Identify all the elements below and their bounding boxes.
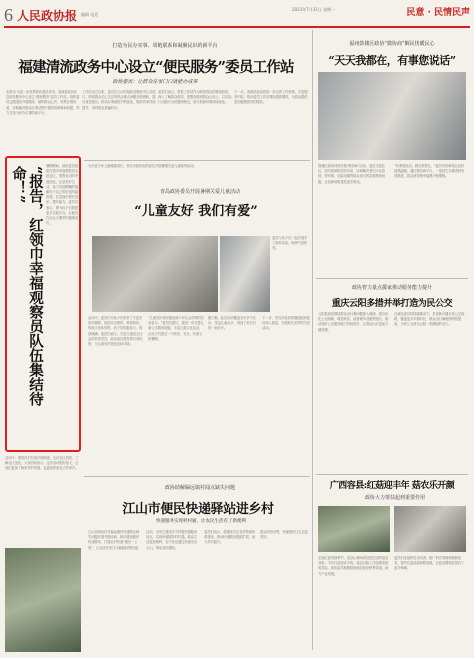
right-top-kicker: 福州鼓楼区政协“微协商”解民忧暖民心 [349,41,435,47]
section-label: 民意 · 民情民声 [406,8,470,18]
feature-story-body-2: 活动中，观察员们分组开展调查，走访社区居民，了解社区变化。大家纷纷表示，这次活动很有意义，让他们更加了解家乡的发展，也更加热爱自己的家乡。 [5,456,79,471]
column-separator [312,30,313,650]
mid-story-intro: 为关爱少年儿童健康成长，青岛市政协组织委员开展暑期关爱儿童系列活动。 [88,164,197,168]
mid-story-top-rule [84,160,310,161]
page-number: 6 [4,4,13,25]
top-story-body-col1: 本报讯 为进一步发挥政协委员作用，清流县政协在县政务服务中心设立“便民服务”委员工作站，组织委员定期进站开展服务，倾听群众心声，收集社情民意，协助解决群众办事过程中遇到的困难和问题，努力打造为民办实事的新平台。 [6,90,80,115]
right-mid-title: 重庆云阳多措并举打造为民公交 [331,299,453,309]
header-rule [4,26,470,28]
bottom-story-body-col3: 委员们表示，将继续关注农村物流体系建设，推动快递服务提质扩面，助力乡村振兴。 [204,530,256,545]
bottom-story-body-col1: 江山市政协针对偏远镇村快递网点缺失问题开展专题协商，推动建设便民快递驿站，打通农村快递“最后一公里”，让农民在家门口就能收寄快递。 [88,530,141,550]
masthead [4,2,164,28]
bottom-story-title: 江山市便民快递驿站进乡村 [122,502,274,517]
header-meta-left: 编辑 电话 [81,12,99,17]
right-bottom-top-rule [316,474,468,475]
top-story-body-col3: 委员们表示，将把工作站作为联系群众的桥梁纽带，深入了解群众需求，把服务做到群众心坎上，以实际行动践行为民履职理念，助力营商环境持续优化。 [158,90,232,105]
top-story-body-col2: 工作站设立以来，委员们主动对接政务服务中心各窗口，围绕群众关心关注的热点难点问题开展调研，提出意见建议，推动办事流程不断优化，服务效率持续提升，得到群众普遍好评。 [82,90,156,110]
right-top-body-col2: “有事您说话，我们来帮忙。”委员们的承诺让居民倍感温暖。通过微协商平台，一批民生实事得到有效推进，群众获得感幸福感不断增强。 [394,164,465,179]
right-bottom-photo-2 [394,506,466,552]
right-mid-body-col1: 云阳县政协围绕群众出行难问题深入调研，提出优化公交线路、增加班次、改善候车设施等建议，推动城乡公交服务能力持续提升，让群众出行更加方便快捷。 [318,312,389,332]
bottom-story-kicker: 政协助解偏远镇村闻点缺失问题 [164,485,235,491]
mid-story-photo-main [92,236,218,312]
bottom-story-top-rule [84,476,310,477]
mid-story-caption: 委员与孩子们一起开展手工制作活动，现场气氛热烈。 [272,236,308,251]
mid-story-kicker: 青岛政协委员开展暑期关爱儿童活动 [159,189,240,195]
mid-story-body-col3: 据了解，此次活动覆盖全市多个区市，受益儿童众多，得到了家长们的一致好评。 [208,316,256,331]
right-mid-top-rule [316,278,468,279]
mid-story-photo-side [220,236,270,312]
right-bottom-body-col2: 委员们还组织技术培训，推广科学采摘和保鲜技术，提升红菇品质和附加值，让菇农增收致富有了更多保障。 [394,556,465,571]
right-top-title: “天天我都在，有事您说话” [328,54,456,67]
mid-story-title: “儿童友好 我们有爱” [134,204,258,219]
mid-story-body-col4: 下一步，青岛市政协将继续组织委员深入基层，开展形式多样的关爱活动。 [262,316,310,331]
header-date: 2023年7月31日 星期一 [292,7,336,12]
right-bottom-photo-1 [318,506,390,552]
bottom-story-body-col4: 群众纷纷点赞，快递进村让生活更美好。 [260,530,308,540]
top-story-subtitle: 政协委员：让群众在家门口就能办成事 [112,79,198,85]
right-bottom-body-col1: 正值红菇采摘季节，容县山林间到处是忙碌的菇农身影。今年红菇迎来丰收，菇农们脸上洋溢着喜悦的笑容。政协委员积极帮助菇农拓宽销售渠道，助力产业发展。 [318,556,389,576]
newspaper-logo: 人民政协报 [17,8,78,23]
mid-story-body-col1: 活动中，委员们为孩子们带来了丰富多彩的课程，包括安全教育、科普知识、传统文化体验等，孩子们积极参与，收获满满。委员们表示，关爱儿童是全社会的共同责任，政协委员要发挥自身优势，为儿童成长营造良好环境。 [88,316,143,347]
top-story-body-col4: 下一步，清流县政协将进一步完善工作机制，丰富服务内容，推动委员工作站建设提质增效，为群众提供更加便捷高效的服务。 [234,90,308,105]
bottom-story-body-col2: 目前，全市已建成多个村级快递服务站点，实现快递服务村村通，群众生活更加便利，农产品也通过快递走出大山，带动农民增收。 [146,530,198,550]
mid-story-body-col2: “儿童友好城市建设离不开社会各界的共同参与。”委员们建议，要进一步完善儿童公共服务设施，丰富儿童文化活动，让孩子们度过一个快乐、安全、有意义的暑假。 [148,316,204,341]
feature-story-title: “报告，红领巾幸福观察员队伍集结待命！” [10,166,44,407]
right-bottom-subtitle: 政协大力帮扶起到重要作用 [364,495,425,501]
feature-photo [5,548,81,652]
feature-story-body: 暑假期间，政协委员组织红领巾幸福观察员走进社区，观察身边的幸福变化，记录美好生活，孩子们用稚嫩的笔触写下自己的所见所闻所感，在实践中增长见识、提升能力。委员们表示，要为孩子们搭建更多实践平台，让他们在社会大课堂中健康成长。 [46,164,78,226]
bottom-story-subtitle: 快递服务实现村村通，让农民生活有了新便利 [156,519,246,524]
right-bottom-title: 广西容县:红菇迎丰年 菇农乐开颜 [329,481,455,491]
top-story-kicker: 打造为民办实事、周链联系和凝聚民识的新平台 [112,43,218,49]
right-top-photo [318,72,466,160]
right-top-body-col1: 鼓楼区政协持续开展“微协商”活动，委员走进社区，面对面倾听居民诉求，协商解决老旧小区改造、停车难、加装电梯等群众身边的急难愁盼问题，让协商成果惠及更多群众。 [318,164,386,184]
top-story-title: 福建清流政务中心设立“便民服务”委员工作站 [18,59,294,76]
right-mid-body-col2: 在政协委员的持续推动下，县里新开通多条公交线路，覆盖更多乡镇村社，群众出行满意度明显提高，为民公交成为云阳一张靓丽的名片。 [394,312,465,327]
right-mid-kicker: 政协智力量点援家推动服务能力提升 [351,285,432,291]
